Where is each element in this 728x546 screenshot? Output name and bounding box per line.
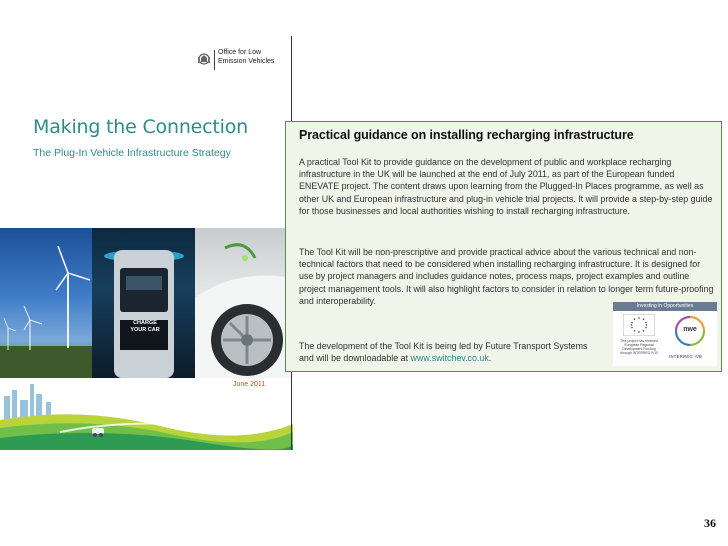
charging-post-icon — [92, 228, 195, 378]
guidance-box — [285, 121, 722, 372]
report-cover — [0, 36, 293, 450]
cover-subtitle: The Plug-In Vehicle Infrastructure Strategy — [33, 147, 231, 159]
interreg-label: INTERREG IVB — [669, 354, 703, 359]
guidance-title: Practical guidance on installing recharging infrastructure — [299, 128, 634, 142]
page-number: 36 — [704, 516, 716, 530]
eu-flag-icon — [623, 314, 655, 336]
guidance-paragraph-3 — [299, 340, 599, 364]
cover-photo-strip — [0, 228, 293, 378]
cover-date: June 2011 — [233, 381, 266, 388]
electric-car-photo — [195, 228, 293, 378]
wind-turbine-icon — [0, 228, 92, 378]
eu-caption: This project has received European Regional Development Funding through INTERREG IV B — [620, 339, 658, 355]
charger-label-1: CHARGE — [133, 320, 157, 326]
guidance-paragraph-1: A practical Tool Kit to provide guidance on the development of public and workplace recharging infrastructure in the UK will be launched at the end of July 2011, as part of the European funded ENEVATE project. The content draws upon learning from the Plugged-In Places programme, as well as other UK and European infrastructure and plug-in vehicle trial projects. It will provide a step-by-step guide for those businesses and local authorities wishing to install recharging infrastructure. — [299, 157, 713, 216]
crest-divider — [214, 50, 215, 70]
charging-post-photo — [92, 228, 195, 378]
city-skyline-hills-graphic — [0, 376, 293, 450]
wind-turbine-photo — [0, 228, 92, 378]
nwe-text: nwe — [683, 326, 697, 333]
royal-crest-icon — [196, 51, 212, 67]
car-wheel-icon — [195, 228, 293, 378]
guidance-paragraph-2: The Tool Kit will be non-prescriptive and provide practical advice about the various technical and non-technical factors that need to be considered when installing recharging infrastructure. It is designed for use by project managers and includes guidance notes, process maps, project examples and outline project management tools. It will also highlight factors to consider in relation to longer term future-proofing and interoperability. — [299, 247, 714, 306]
funding-logos — [613, 302, 717, 366]
charger-label-2: YOUR CAR — [130, 327, 160, 333]
cover-title: Making the Connection — [33, 116, 248, 138]
logo-banner: Investing in Opportunities — [613, 302, 717, 311]
office-name — [218, 49, 274, 66]
office-line-1: Office for Low — [218, 49, 262, 56]
switchev-link[interactable]: www.switchev.co.uk — [410, 353, 489, 364]
paragraph-3-end: . — [488, 353, 492, 364]
paragraph-3-text: The development of the Tool Kit is being led by Future Transport Systems and will be downloadable at — [299, 341, 588, 364]
office-line-2: Emission Vehicles — [218, 57, 275, 65]
